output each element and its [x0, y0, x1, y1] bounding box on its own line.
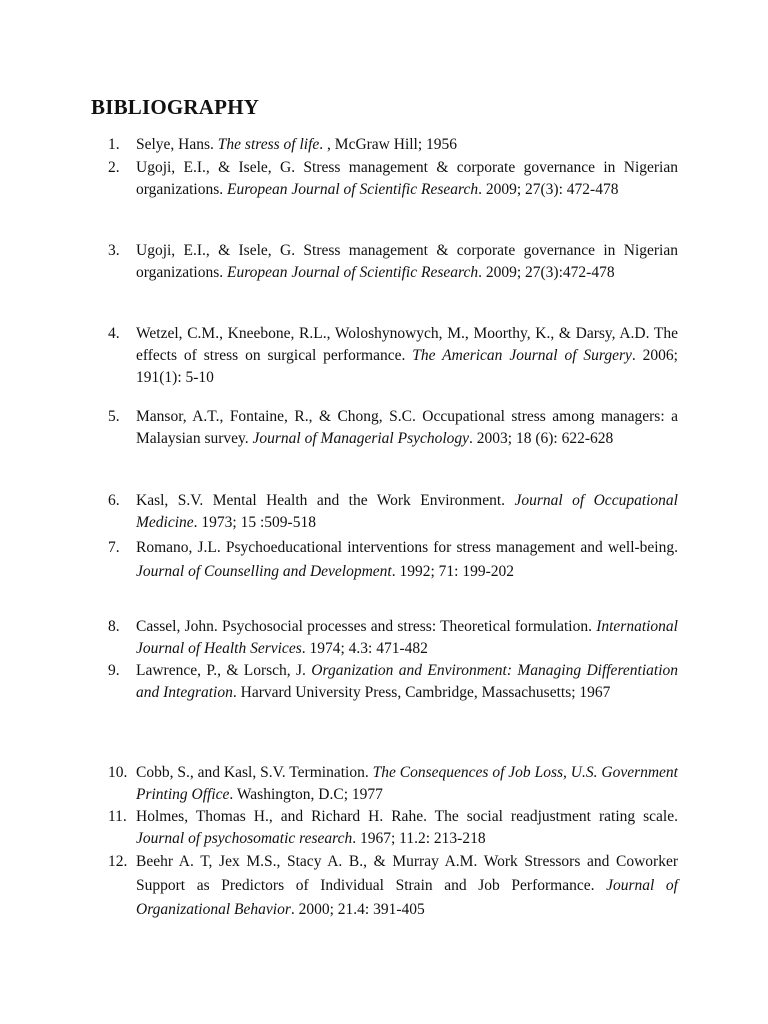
- entry-text: Lawrence, P., & Lorsch, J.: [136, 662, 312, 679]
- entry-text: Wetzel, C.M., Kneebone, R.L., Woloshynowych, M., Moorthy, K., & Darsy, A.D. The effects of stress on surgical performance.: [136, 325, 678, 364]
- entry-details: . 2000; 21.4: 391-405: [290, 901, 425, 918]
- entry-text: Romano, J.L. Psychoeducational interventions for stress management and well-being.: [136, 539, 678, 556]
- entry-number: 1.: [108, 136, 120, 153]
- bibliography-entry: [108, 157, 678, 201]
- entry-number: 7.: [108, 539, 120, 556]
- entry-number: 9.: [108, 662, 120, 679]
- entry-number: 5.: [108, 408, 120, 425]
- entry-source: The Consequences of Job Loss, U.S. Government Printing Office: [136, 764, 678, 803]
- entry-source: European Journal of Scientific Research: [226, 264, 479, 281]
- page-title: BIBLIOGRAPHY: [91, 95, 260, 119]
- entry-number: 12.: [108, 853, 128, 870]
- entry-details: . 2009; 27(3):472-478: [478, 264, 615, 281]
- entry-source: Journal of psychosomatic research: [136, 830, 353, 847]
- entry-number: 10.: [108, 764, 128, 781]
- entry-text: Selye, Hans.: [136, 136, 218, 153]
- bibliography-entry: [108, 323, 678, 389]
- entry-source: Journal of Counselling and Development: [136, 563, 392, 580]
- bibliography-entry: [108, 850, 678, 922]
- entry-details: . 1973; 15 :509-518: [193, 514, 316, 531]
- entry-number: 2.: [108, 159, 120, 176]
- entry-number: 4.: [108, 325, 120, 342]
- entry-source: Organization and Environment: Managing Differentiation and Integration: [136, 662, 679, 701]
- entry-details: . 2006; 191(1): 5-10: [136, 347, 678, 386]
- entry-text: Mansor, A.T., Fontaine, R., & Chong, S.C. Occupational stress among managers: a Malaysian survey.: [136, 408, 678, 447]
- entry-details: . , McGraw Hill; 1956: [319, 136, 458, 153]
- entry-details: . 2009; 27(3): 472-478: [478, 181, 619, 198]
- entry-text: Cassel, John. Psychosocial processes and stress: Theoretical formulation.: [136, 618, 597, 635]
- bibliography-entry: [108, 762, 678, 806]
- bibliography-entry: [108, 806, 678, 850]
- bibliography-entry: [108, 240, 678, 284]
- entry-details: . 1974; 4.3: 471-482: [301, 640, 428, 657]
- entry-source: The stress of life: [217, 136, 320, 153]
- entry-details: . 1967; 11.2: 213-218: [352, 830, 486, 847]
- entry-text: Ugoji, E.I., & Isele, G. Stress management & corporate governance in Nigerian organizations.: [136, 242, 678, 281]
- entry-number: 3.: [108, 242, 120, 259]
- entry-source: Journal of Occupational Medicine: [136, 492, 678, 531]
- bibliography-entry: [108, 406, 678, 450]
- entry-source: Journal of Managerial Psychology: [252, 430, 470, 447]
- entry-details: . Washington, D.C; 1977: [229, 786, 383, 803]
- bibliography-entry: [108, 660, 678, 704]
- entry-number: 8.: [108, 618, 120, 635]
- bibliography-entry: [108, 616, 678, 660]
- entry-source: The American Journal of Surgery: [412, 347, 632, 364]
- entry-text: Cobb, S., and Kasl, S.V. Termination.: [136, 764, 373, 781]
- bibliography-entry: [108, 490, 678, 534]
- entry-source: European Journal of Scientific Research: [226, 181, 479, 198]
- entry-text: Ugoji, E.I., & Isele, G. Stress management & corporate governance in Nigerian organizations.: [136, 159, 678, 198]
- bibliography-entry: [108, 536, 678, 584]
- entry-details: . Harvard University Press, Cambridge, Massachusetts; 1967: [232, 684, 611, 701]
- bibliography-entry: [108, 134, 678, 156]
- entry-details: . 1992; 71: 199-202: [391, 563, 514, 580]
- entry-source: International Journal of Health Services: [136, 618, 678, 657]
- entry-details: . 2003; 18 (6): 622-628: [469, 430, 614, 447]
- entry-text: Holmes, Thomas H., and Richard H. Rahe. The social readjustment rating scale.: [136, 808, 678, 825]
- entry-text: Beehr A. T, Jex M.S., Stacy A. B., & Murray A.M. Work Stressors and Coworker Support as Predictors of Individual Strain and Job Performance.: [136, 853, 678, 894]
- entry-number: 11.: [108, 808, 127, 825]
- entry-text: Kasl, S.V. Mental Health and the Work Environment.: [136, 492, 515, 509]
- entry-number: 6.: [108, 492, 120, 509]
- entry-source: Journal of Organizational Behavior: [136, 877, 678, 918]
